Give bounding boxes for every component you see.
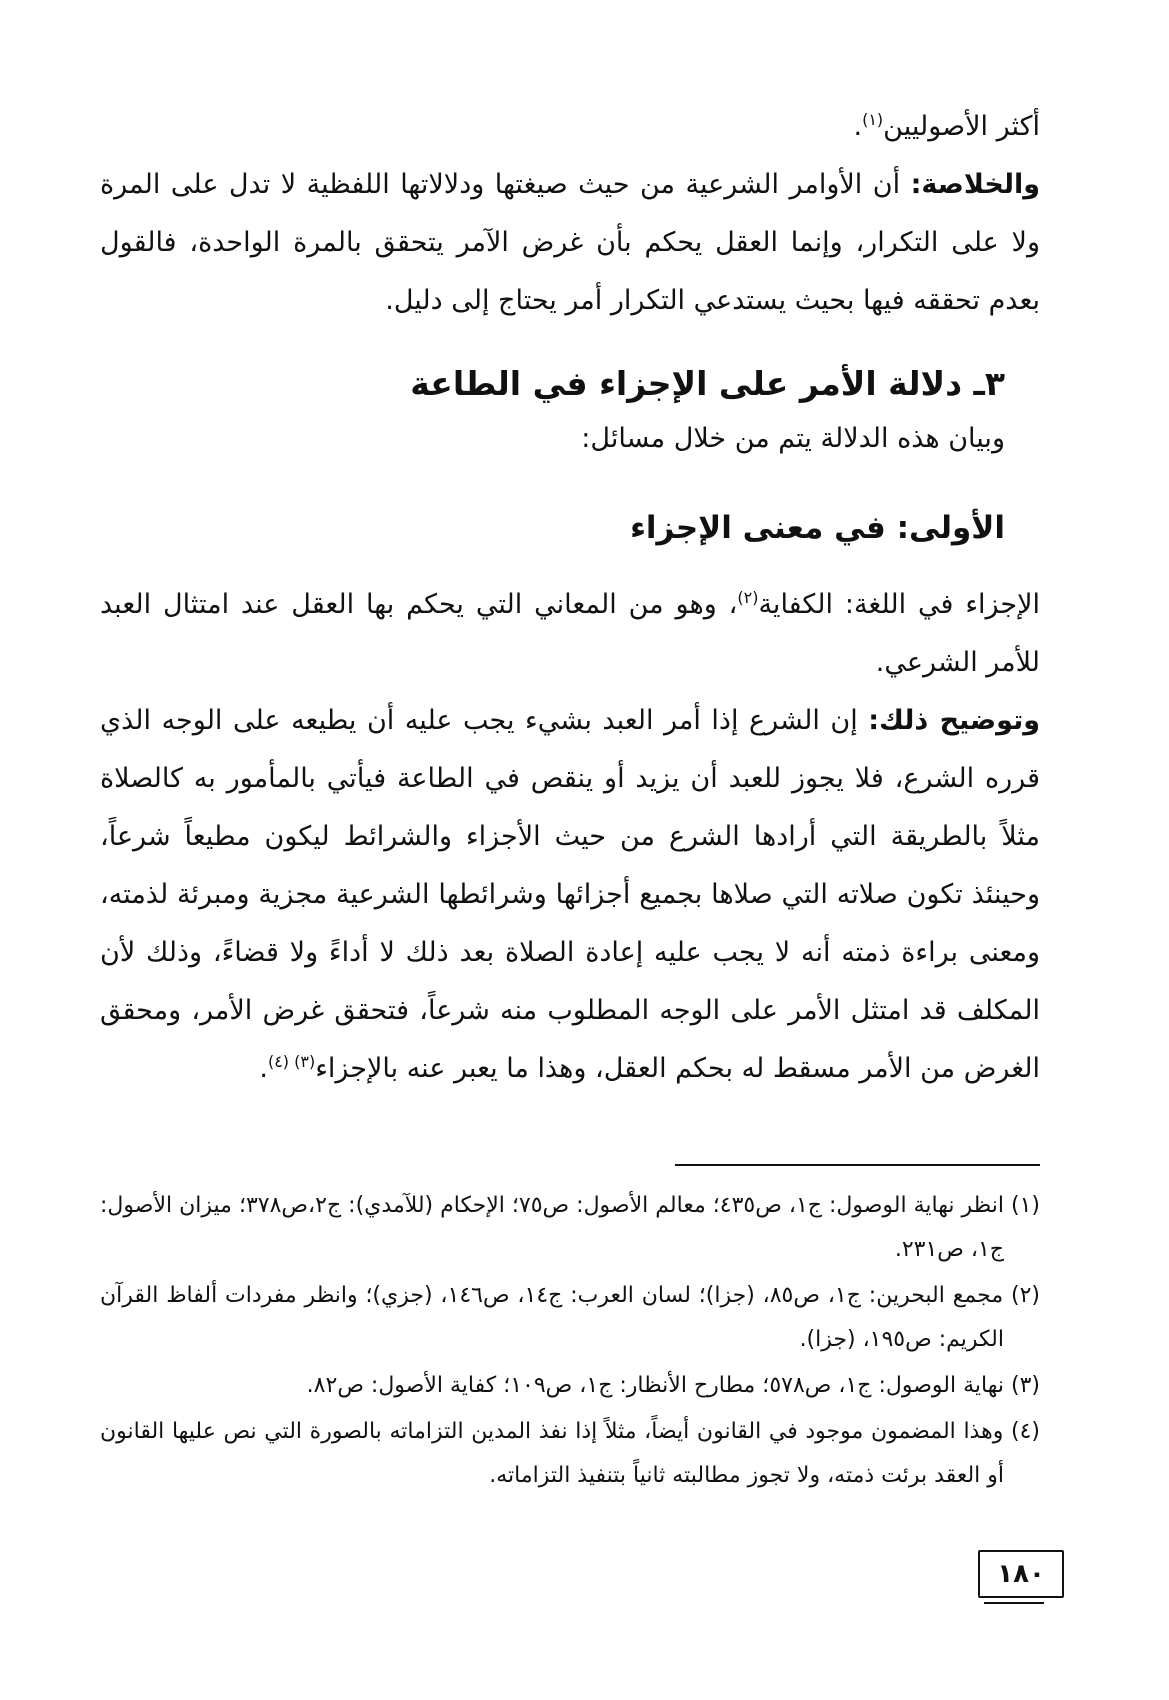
footnote-ref-2: (٢)	[737, 588, 759, 607]
footnotes	[100, 1184, 1040, 1500]
paragraph-explanation	[100, 692, 1040, 1098]
definition-text-continued: ، وهو من المعاني التي يحكم بها العقل عند امتثال العبد للأمر الشرعي.	[100, 589, 1040, 678]
paragraph-end: .	[853, 111, 863, 142]
footnote-1: (١) انظر نهاية الوصول: ج١، ص٤٣٥؛ معالم الأصول: ص٧٥؛ الإحكام (للآمدي): ج٢،ص٣٧٨؛ ميزان الأصول: ج١، ص٢٣١.	[100, 1193, 1040, 1262]
footnote-ref-1: (١)	[862, 110, 884, 129]
paragraph-definition	[100, 576, 1040, 692]
footnote-3: (٣) نهاية الوصول: ج١، ص٥٧٨؛ مطارح الأنظار: ج١، ص١٠٩؛ كفاية الأصول: ص٨٢.	[306, 1373, 1040, 1398]
footnote-2: (٢) مجمع البحرين: ج١، ص٨٥، (جزا)؛ لسان العرب: ج١٤، ص١٤٦، (جزي)؛ وانظر مفردات ألفاظ القرآن الكريم: ص١٩٥، (جزا).	[100, 1283, 1040, 1352]
paragraph-text: أكثر الأصوليين	[883, 111, 1040, 142]
paragraph-summary	[100, 156, 1040, 330]
page-number-box	[978, 1550, 1064, 1598]
definition-text: الإجزاء في اللغة: الكفاية	[758, 589, 1041, 620]
paragraph-continuation	[100, 98, 1040, 156]
footnote-ref-3-4: (٣) (٤)	[267, 1052, 316, 1071]
footnote-separator	[675, 1164, 1040, 1166]
explanation-end: .	[259, 1053, 268, 1084]
section-intro	[100, 410, 1005, 468]
summary-text: أن الأوامر الشرعية من حيث صيغتها ودلالاتها اللفظية لا تدل على المرة ولا على التكرار، وإنما العقل يحكم بأن غرض الآمر يتحقق بالمرة الواحدة، فالقول بعدم تحققه فيها بحيث يستدعي التكرار أمر يحتاج إلى دليل.	[100, 169, 1040, 316]
explanation-lead: وتوضيح ذلك:	[868, 705, 1040, 736]
summary-lead: والخلاصة:	[910, 169, 1040, 200]
section-heading: ٣ـ دلالة الأمر على الإجزاء في الطاعة	[410, 364, 1005, 403]
footnote-4: (٤) وهذا المضمون موجود في القانون أيضاً، مثلاً إذا نفذ المدين التزاماته بالصورة التي نص عليها القانون أو العقد برئت ذمته، ولا تجوز مطالبته ثانياً بتنفيذ التزاماته.	[100, 1419, 1040, 1488]
page-number: ١٨٠	[997, 1559, 1045, 1589]
explanation-text: إن الشرع إذا أمر العبد بشيء يجب عليه أن يطيعه على الوجه الذي قرره الشرع، فلا يجوز للعبد أن يزيد أو ينقص في الطاعة فيأتي بالمأمور به كالصلاة مثلاً بالطريقة التي أرادها الشرع من حيث الأجزاء والشرائط ليكون مطيعاً شرعاً، وحينئذ تكون صلاته التي صلاها بجميع أجزائها وشرائطها الشرعية مجزية ومبرئة لذمته، ومعنى براءة ذمته أنه لا يجب عليه إعادة الصلاة بعد ذلك لا أداءً ولا قضاءً، وذلك لأن المكلف قد امتثل الأمر على الوجه المطلوب منه شرعاً، فتحقق غرض الأمر، ومحقق الغرض من الأمر مسقط له بحكم العقل، وهذا ما يعبر عنه بالإجزاء	[100, 705, 1040, 1084]
intro-text: وبيان هذه الدلالة يتم من خلال مسائل:	[581, 423, 1005, 454]
sub-heading: الأولى: في معنى الإجزاء	[630, 510, 1005, 546]
